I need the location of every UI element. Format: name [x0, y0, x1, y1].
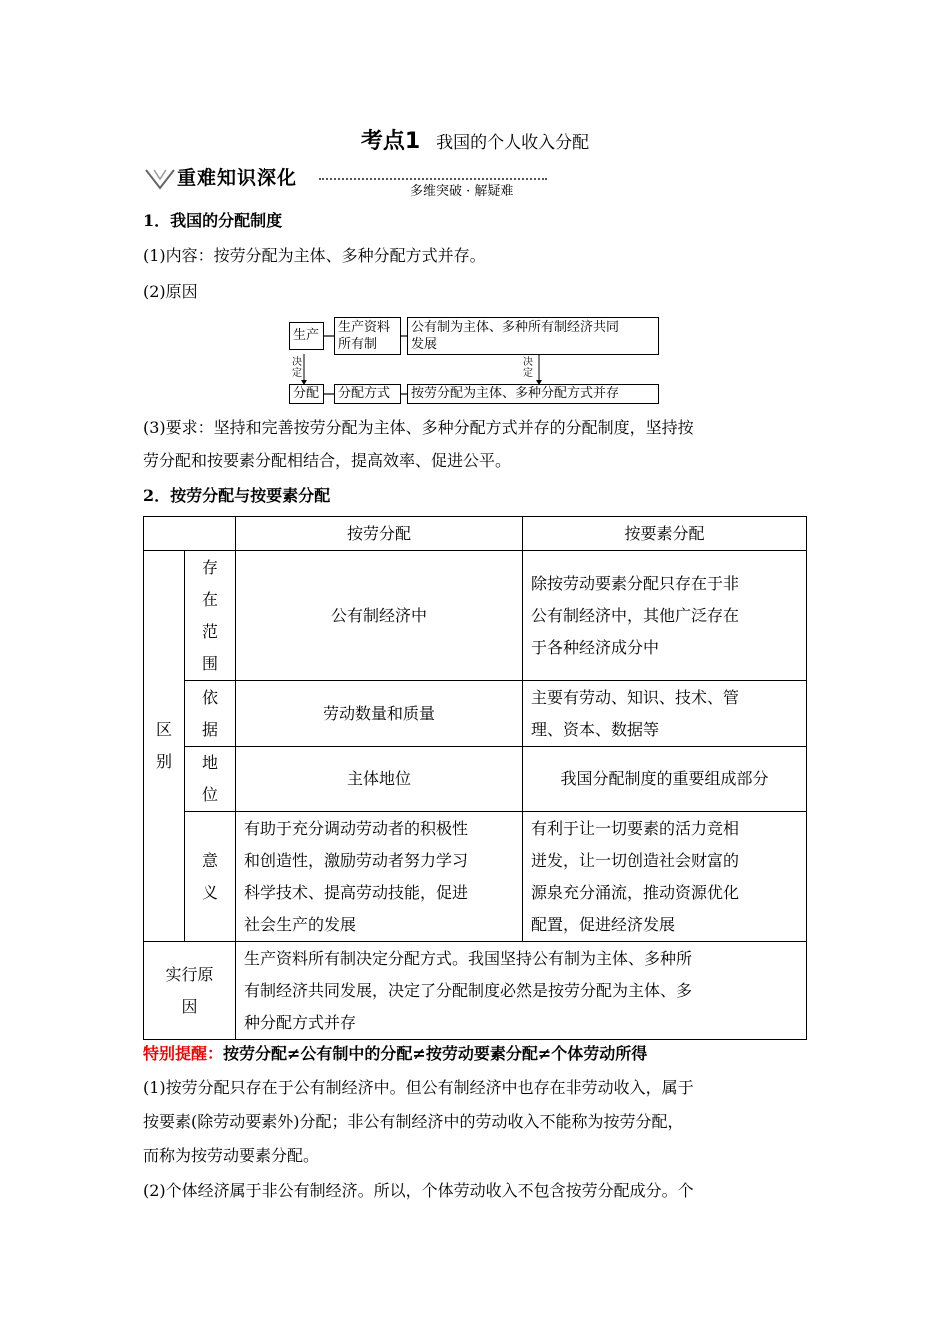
- banner-chevron-icon: [143, 160, 177, 194]
- flow-box-production: 生产: [289, 322, 324, 350]
- paragraph-requirement-2: 劳分配和按要素分配相结合，提高效率、促进公平。: [143, 451, 512, 470]
- note-text: 按劳分配≠公有制中的分配≠按劳动要素分配≠个体劳动所得: [223, 1044, 648, 1063]
- heading-2: 2．按劳分配与按要素分配: [143, 486, 331, 505]
- note-label: 特别提醒：: [143, 1044, 224, 1063]
- banner-title: 重难知识深化: [177, 167, 298, 189]
- flow-box-public-ownership: 公有制为主体、多种所有制经济共同 发展: [407, 317, 659, 355]
- flow-box-labor-distribution: 按劳分配为主体、多种分配方式并存: [407, 384, 659, 404]
- table-row: [144, 681, 807, 747]
- page-title: [0, 124, 950, 155]
- flowchart: [289, 314, 661, 406]
- banner-subtitle: 多维突破 · 解疑难: [408, 180, 515, 199]
- table-row-label: 意 义: [185, 812, 236, 942]
- paragraph-content: (1)内容：按劳分配为主体、多种分配方式并存。: [143, 246, 486, 265]
- table-cell-factor: 我国分配制度的重要组成部分: [523, 747, 807, 812]
- heading-1: 1．我国的分配制度: [143, 211, 283, 230]
- note-p2-line1: (2)个体经济属于非公有制经济。所以，个体劳动收入不包含按劳分配成分。个: [143, 1181, 694, 1200]
- table-row: [144, 747, 807, 812]
- flow-label-decide-right: 决 定: [523, 357, 533, 379]
- table-header-factor: 按要素分配: [523, 517, 807, 551]
- table-header-labor: 按劳分配: [236, 517, 523, 551]
- table-cell-labor: 公有制经济中: [236, 551, 523, 681]
- note-headline: [143, 1038, 808, 1070]
- table-row-label: 存 在 范 围: [185, 551, 236, 681]
- table-row: [144, 812, 807, 942]
- title-number: 考点1: [360, 129, 421, 154]
- table-cell-factor: 除按劳动要素分配只存在于非 公有制经济中，其他广泛存在 于各种经济成分中: [523, 551, 807, 681]
- note-p1-line3: 而称为按劳动要素分配。: [143, 1146, 320, 1165]
- paragraph-reason: (2)原因: [143, 282, 198, 301]
- table-row: [144, 551, 807, 681]
- note-p1-line1: (1)按劳分配只存在于公有制经济中。但公有制经济中也存在非劳动收入，属于: [143, 1078, 694, 1097]
- table-header-row: [144, 517, 807, 551]
- table-cell-factor: 主要有劳动、知识、技术、管 理、资本、数据等: [523, 681, 807, 747]
- table-group-label: 区 别: [144, 551, 185, 942]
- section-banner: [143, 160, 543, 199]
- flow-box-distribution-method: 分配方式: [334, 384, 401, 404]
- table-row-label: 依 据: [185, 681, 236, 747]
- table-row: [144, 942, 807, 1040]
- title-text: 我国的个人收入分配: [436, 133, 590, 153]
- flow-box-ownership: 生产资料 所有制: [334, 317, 401, 355]
- table-cell-labor: 主体地位: [236, 747, 523, 812]
- note-p1-line2: 按要素(除劳动要素外)分配；非公有制经济中的劳动收入不能称为按劳分配，: [143, 1112, 684, 1131]
- flow-label-decide-left: 决 定: [292, 357, 302, 379]
- table-cell-labor: 劳动数量和质量: [236, 681, 523, 747]
- paragraph-requirement-1: (3)要求：坚持和完善按劳分配为主体、多种分配方式并存的分配制度，坚持按: [143, 418, 694, 437]
- table-cell-labor: 有助于充分调动劳动者的积极性 和创造性，激励劳动者努力学习 科学技术、提高劳动技能，促进 社会生产的发展: [236, 812, 523, 942]
- flow-box-distribution: 分配: [289, 384, 324, 404]
- comparison-table: [143, 516, 807, 1040]
- table-corner-cell: [144, 517, 236, 551]
- table-row-label: 地 位: [185, 747, 236, 812]
- table-cell-factor: 有利于让一切要素的活力竞相 迸发，让一切创造社会财富的 源泉充分涌流，推动资源优化 配置，促进经济发展: [523, 812, 807, 942]
- table-cell-reason: 生产资料所有制决定分配方式。我国坚持公有制为主体、多种所 有制经济共同发展，决定了分配制度必然是按劳分配为主体、多 种分配方式并存: [236, 942, 807, 1040]
- table-row-label: 实行原 因: [144, 942, 236, 1040]
